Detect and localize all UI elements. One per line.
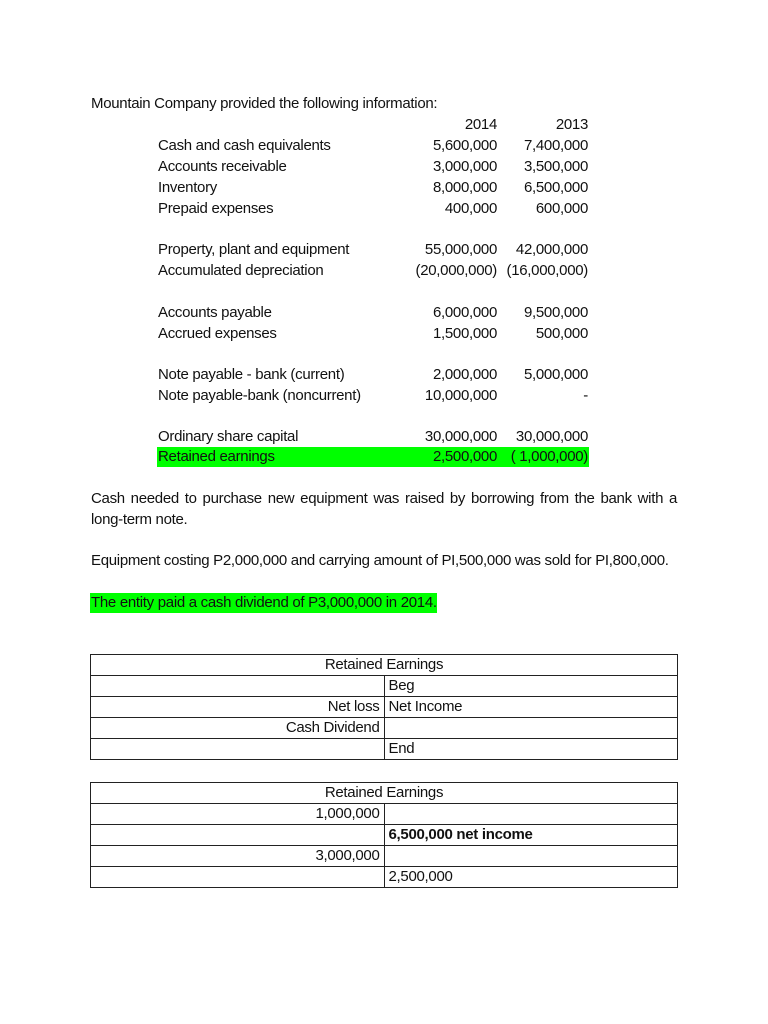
item-label: Property, plant and equipment [158, 241, 350, 258]
credit-cell: 2,500,000 [384, 867, 678, 888]
year-header-2014: 2014 [464, 116, 497, 133]
item-2014: 2,000,000 [432, 366, 497, 383]
credit-cell: Net Income [384, 697, 678, 718]
table-row [91, 804, 678, 825]
item-2014: 30,000,000 [424, 428, 497, 445]
table-row [91, 718, 678, 739]
item-label: Accumulated depreciation [158, 262, 324, 279]
table-row [91, 825, 678, 846]
year-header-2013: 2013 [555, 116, 588, 133]
item-2013: 30,000,000 [515, 428, 588, 445]
item-2014: 6,000,000 [432, 304, 497, 321]
item-label: Accounts payable [158, 304, 272, 321]
item-label: Accounts receivable [158, 158, 287, 175]
ledger-title: Retained Earnings [91, 783, 678, 804]
table-row [91, 867, 678, 888]
item-2013: 3,500,000 [523, 158, 588, 175]
item-2014: 3,000,000 [432, 158, 497, 175]
item-2014: 400,000 [444, 200, 497, 217]
item-label: Note payable - bank (current) [158, 366, 345, 383]
item-label: Note payable-bank (noncurrent) [158, 387, 361, 404]
credit-cell: End [384, 739, 678, 760]
item-label: Ordinary share capital [158, 428, 299, 445]
item-2013: 500,000 [535, 325, 588, 342]
dividend-text: The entity paid a cash dividend of P3,000,000 in 2014. [91, 594, 437, 611]
table-row [91, 676, 678, 697]
paragraph-line: Cash needed to purchase new equipment was raised by borrowing from the bank with a [91, 490, 677, 507]
item-label: Retained earnings [158, 448, 275, 465]
item-2013: 9,500,000 [523, 304, 588, 321]
debit-cell: 1,000,000 [91, 804, 385, 825]
item-2014: 55,000,000 [424, 241, 497, 258]
credit-cell [384, 804, 678, 825]
item-label: Cash and cash equivalents [158, 137, 331, 154]
item-2014: 8,000,000 [432, 179, 497, 196]
item-label: Prepaid expenses [158, 200, 274, 217]
credit-cell: Beg [384, 676, 678, 697]
item-2013: 5,000,000 [523, 366, 588, 383]
item-2013: ( 1,000,000) [510, 448, 588, 465]
item-2014: (20,000,000) [415, 262, 497, 279]
debit-cell [91, 825, 385, 846]
item-label: Inventory [158, 179, 217, 196]
item-2014: 2,500,000 [432, 448, 497, 465]
paragraph: Equipment costing P2,000,000 and carrying amount of PI,500,000 was sold for PI,800,000. [91, 552, 669, 569]
credit-cell [384, 718, 678, 739]
paragraph-line: long-term note. [91, 511, 188, 528]
debit-cell: 3,000,000 [91, 846, 385, 867]
item-2013: (16,000,000) [506, 262, 588, 279]
debit-cell [91, 676, 385, 697]
item-2013: 6,500,000 [523, 179, 588, 196]
ledger-title: Retained Earnings [91, 655, 678, 676]
intro-text: Mountain Company provided the following information: [91, 95, 438, 112]
item-2013: 600,000 [535, 200, 588, 217]
credit-cell: 6,500,000 net income [384, 825, 678, 846]
debit-cell [91, 739, 385, 760]
item-2013: 7,400,000 [523, 137, 588, 154]
t-account-solution [90, 782, 678, 888]
item-2013: 42,000,000 [515, 241, 588, 258]
credit-cell [384, 846, 678, 867]
item-label: Accrued expenses [158, 325, 277, 342]
item-2013: - [583, 387, 588, 404]
debit-cell [91, 867, 385, 888]
debit-cell: Net loss [91, 697, 385, 718]
item-2014: 1,500,000 [432, 325, 497, 342]
debit-cell: Cash Dividend [91, 718, 385, 739]
table-row [91, 739, 678, 760]
table-row [91, 697, 678, 718]
t-account-template [90, 654, 678, 760]
item-2014: 5,600,000 [432, 137, 497, 154]
table-row [91, 846, 678, 867]
item-2014: 10,000,000 [424, 387, 497, 404]
